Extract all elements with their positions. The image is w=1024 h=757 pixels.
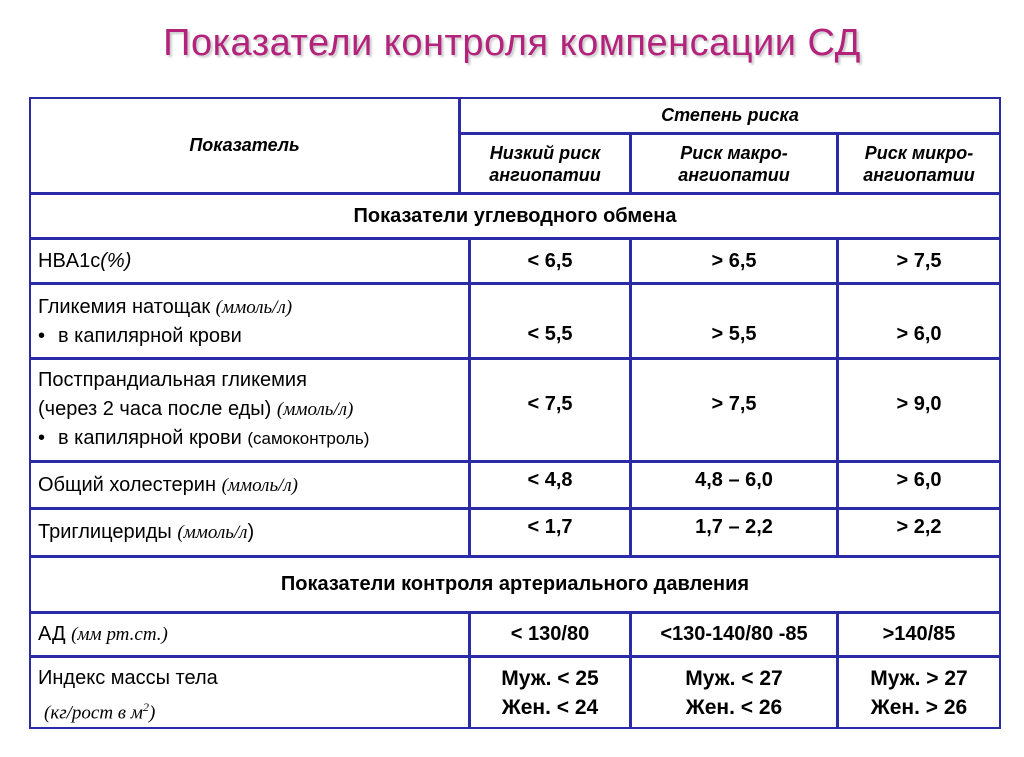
fasting-low: < 5,5 xyxy=(469,283,631,359)
postprandial-micro: > 9,0 xyxy=(837,358,1001,462)
row-postprandial-label xyxy=(29,358,470,462)
fasting-unit: (ммоль/л) xyxy=(215,297,293,318)
header-micro-risk-line2: ангиопатии xyxy=(863,164,975,185)
bmi-macro-male: Муж. < 27 xyxy=(685,667,783,690)
row-fasting-label xyxy=(29,283,470,359)
row-ad-label xyxy=(29,612,470,657)
triglycerides-low: < 1,7 xyxy=(469,508,631,557)
fasting-sub: в капилярной крови xyxy=(58,325,242,347)
cholesterol-unit: (ммоль/л) xyxy=(221,474,299,496)
bmi-unit-sup: 2 xyxy=(142,700,149,714)
row-triglycerides-label xyxy=(29,508,470,557)
bmi-micro-male: Муж. > 27 xyxy=(870,667,968,690)
hba1c-low: < 6,5 xyxy=(469,238,631,284)
bmi-macro-female: Жен. < 26 xyxy=(685,696,783,719)
ad-low: < 130/80 xyxy=(469,612,631,657)
bmi-low-female: Жен. < 24 xyxy=(501,696,599,719)
header-low-risk-line1: Низкий риск xyxy=(489,142,601,163)
bullet-icon: • xyxy=(38,427,46,449)
bmi-low xyxy=(469,656,631,729)
bmi-low-male: Муж. < 25 xyxy=(501,667,599,690)
postprandial-unit: (ммоль/л) xyxy=(276,399,354,420)
bmi-unit-close: ) xyxy=(148,702,156,724)
triglycerides-micro: > 2,2 xyxy=(837,508,1001,557)
triglycerides-name: Триглицериды xyxy=(38,521,178,543)
row-hba1c-label xyxy=(29,238,470,284)
hba1c-macro: > 6,5 xyxy=(630,238,838,284)
triglycerides-close: ) xyxy=(247,521,255,543)
postprandial-line2: (через 2 часа после еды) xyxy=(38,398,277,420)
hba1c-micro: > 7,5 xyxy=(837,238,1001,284)
triglycerides-macro: 1,7 – 2,2 xyxy=(630,508,838,557)
triglycerides-unit: (ммоль/л xyxy=(177,522,248,543)
bmi-name: Индекс массы тела xyxy=(38,667,218,689)
ad-micro: >140/85 xyxy=(837,612,1001,657)
header-micro-risk xyxy=(837,133,1001,194)
bmi-micro xyxy=(837,656,1001,729)
header-low-risk xyxy=(459,133,631,194)
header-macro-risk xyxy=(630,133,838,194)
cholesterol-macro: 4,8 – 6,0 xyxy=(630,461,838,509)
header-low-risk-line2: ангиопатии xyxy=(489,164,601,185)
header-macro-risk-line1: Риск макро- xyxy=(680,142,788,163)
bmi-micro-female: Жен. > 26 xyxy=(870,696,968,719)
bmi-macro xyxy=(630,656,838,729)
header-micro-risk-line1: Риск микро- xyxy=(864,142,974,163)
ad-macro: <130-140/80 -85 xyxy=(630,612,838,657)
header-indicator: Показатель xyxy=(29,97,460,194)
hba1c-unit: (%) xyxy=(100,249,132,272)
postprandial-macro: > 7,5 xyxy=(630,358,838,462)
postprandial-note: (самоконтроль) xyxy=(247,429,370,448)
hba1c-name: HBA1c xyxy=(38,249,101,272)
fasting-name: Гликемия натощак xyxy=(38,296,216,318)
cholesterol-low: < 4,8 xyxy=(469,461,631,509)
cholesterol-name: Общий холестерин xyxy=(38,473,222,496)
bmi-unit: (кг/рост в м xyxy=(44,702,143,724)
postprandial-line1: Постпрандиальная гликемия xyxy=(38,369,307,391)
bullet-icon: • xyxy=(38,325,46,347)
cholesterol-micro: > 6,0 xyxy=(837,461,1001,509)
postprandial-low: < 7,5 xyxy=(469,358,631,462)
row-bmi-label xyxy=(29,656,470,729)
ad-name: АД xyxy=(38,623,72,645)
section-carb-metabolism: Показатели углеводного обмена xyxy=(29,193,1001,239)
ad-unit: (мм рт.ст.) xyxy=(71,624,168,645)
postprandial-sub: в капилярной крови xyxy=(58,427,248,449)
row-cholesterol-label xyxy=(29,461,470,509)
section-blood-pressure: Показатели контроля артериального давления xyxy=(29,556,1001,613)
page-title: Показатели контроля компенсации СД xyxy=(163,22,861,64)
fasting-micro: > 6,0 xyxy=(837,283,1001,359)
header-macro-risk-line2: ангиопатии xyxy=(678,164,790,185)
fasting-macro: > 5,5 xyxy=(630,283,838,359)
header-risk-degree: Степень риска xyxy=(459,97,1001,134)
